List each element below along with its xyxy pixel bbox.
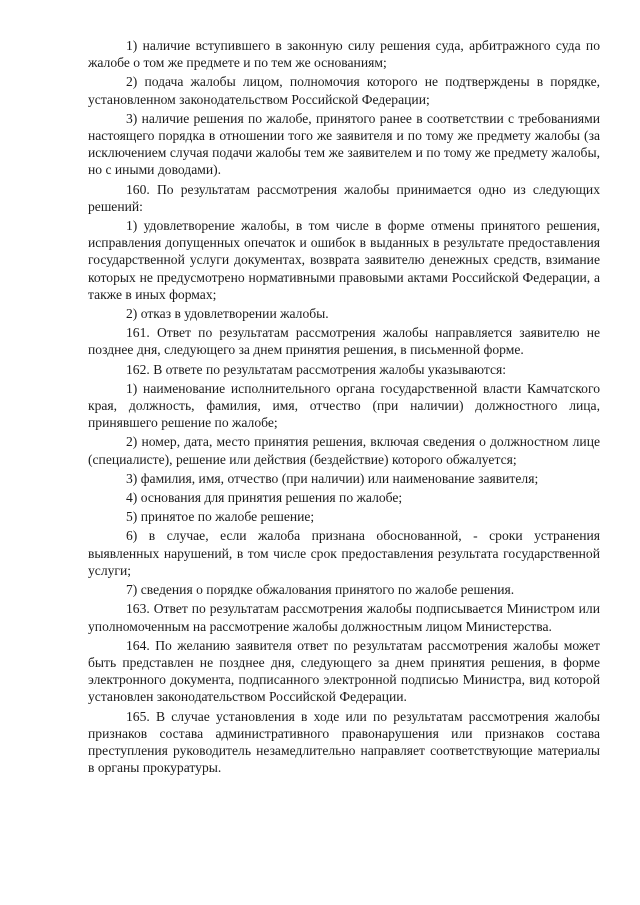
- paragraph-164: 164. По желанию заявителя ответ по результатам рассмотрения жалобы может быть представлен не позднее дня, следующего за днем принятия решения, в форме электронного документа, подписанного электронной подписью Министра, вид которой установлен законодательством Российской Федерации.: [88, 637, 600, 705]
- paragraph-162-item-7: 7) сведения о порядке обжалования принятого по жалобе решения.: [126, 582, 515, 598]
- paragraph-160-item-2: 2) отказ в удовлетворении жалобы.: [126, 306, 329, 322]
- paragraph-163: 163. Ответ по результатам рассмотрения жалобы подписывается Министром или уполномоченным на рассмотрение жалобы должностным лицом Министерства.: [88, 601, 600, 634]
- paragraph-162: 162. В ответе по результатам рассмотрения жалобы указываются:: [126, 361, 507, 377]
- document-page: [88, 37, 600, 778]
- paragraph-160: 160. По результатам рассмотрения жалобы принимается одно из следующих решений:: [88, 181, 600, 214]
- paragraph-162-item-4: 4) основания для принятия решения по жалобе;: [126, 490, 403, 506]
- paragraph-refusal-court-decision: 1) наличие вступившего в законную силу решения суда, арбитражного суда по жалобе о том же предмете и по тем же основаниям;: [88, 38, 600, 71]
- paragraph-refusal-prior-decision: 3) наличие решения по жалобе, принятого ранее в соответствии с требованиями настоящего порядка в отношении того же заявителя и по тому же предмету жалобы (за исключением случая подачи жалобы тем же заявителем и по тому же предмету жалобы, но с иными доводами).: [88, 110, 600, 178]
- paragraph-162-item-2: 2) номер, дата, место принятия решения, включая сведения о должностном лице (специалисте), решение или действия (бездействие) которого обжалуется;: [88, 434, 600, 467]
- paragraph-161: 161. Ответ по результатам рассмотрения жалобы направляется заявителю не позднее дня, следующего за днем принятия решения, в письменной форме.: [88, 325, 600, 358]
- paragraph-refusal-unconfirmed-authority: 2) подача жалобы лицом, полномочия которого не подтверждены в порядке, установленном законодательством Российской Федерации;: [88, 74, 600, 107]
- paragraph-162-item-3: 3) фамилия, имя, отчество (при наличии) или наименование заявителя;: [126, 470, 539, 486]
- paragraph-162-item-1: 1) наименование исполнительного органа государственной власти Камчатского края, должность, фамилия, имя, отчество (при наличии) должностного лица, принявшего решение по жалобе;: [88, 380, 600, 431]
- paragraph-165: 165. В случае установления в ходе или по результатам рассмотрения жалобы признаков состава административного правонарушения или признаков состава преступления руководитель незамедлительно направляет соответствующие материалы в органы прокуратуры.: [88, 708, 600, 776]
- paragraph-162-item-5: 5) принятое по жалобе решение;: [126, 509, 315, 525]
- paragraph-160-item-1: 1) удовлетворение жалобы, в том числе в форме отмены принятого решения, исправления допущенных опечаток и ошибок в выданных в результате предоставления государственной услуги документах, возврата заявителю денежных средств, взимание которых не предусмотрено нормативными правовыми актами Российской Федерации, а также в иных формах;: [88, 218, 600, 302]
- paragraph-162-item-6: 6) в случае, если жалоба признана обоснованной, - сроки устранения выявленных нарушений, в том числе срок предоставления результата государственной услуги;: [88, 528, 600, 578]
